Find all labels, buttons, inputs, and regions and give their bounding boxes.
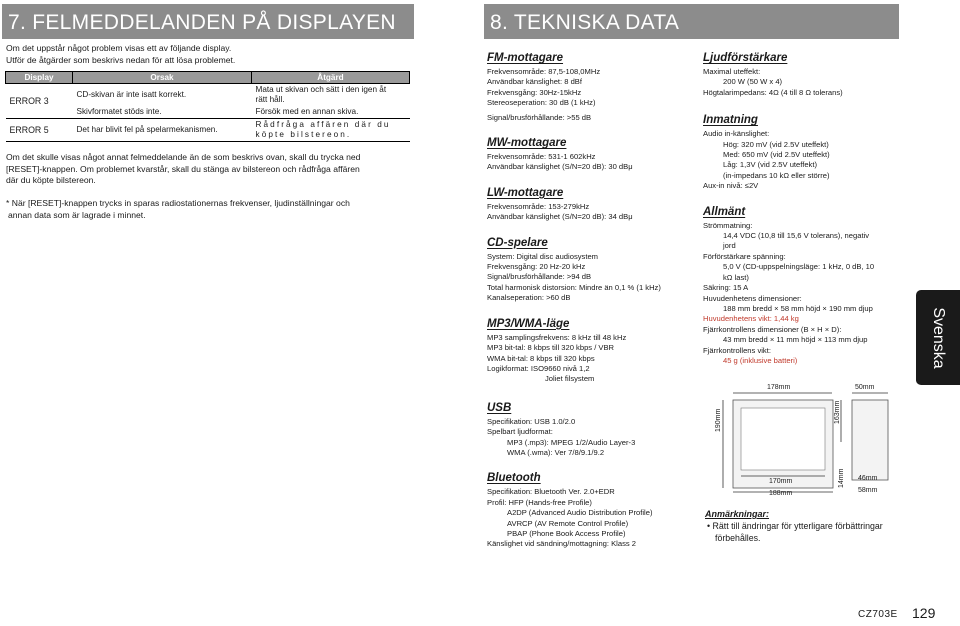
spec-line: WMA (.wma): Ver 7/8/9.1/9.2 xyxy=(507,447,605,457)
col-header-action: Åtgärd xyxy=(252,72,410,84)
spec-line: Användbar känslighet: 8 dBf xyxy=(487,77,582,87)
note-line: * När [RESET]-knappen trycks in sparas radiostationernas frekvenser, ljudinställningar och xyxy=(6,198,350,208)
dim-label: 178mm xyxy=(767,384,791,391)
error-table xyxy=(5,71,410,142)
paragraph-line: Om det skulle visas något annat felmeddelande än de som beskrivs ovan, skall du trycka ned xyxy=(6,152,361,162)
spec-line: Frekvensgång: 20 Hz-20 kHz xyxy=(487,262,586,272)
spec-line: kΩ last) xyxy=(723,272,749,282)
spec-line: Med: 650 mV (vid 2.5V uteffekt) xyxy=(723,150,830,160)
spec-line: Fjärrkontrollens dimensioner (B × H × D): xyxy=(703,324,842,334)
dim-label: 170mm xyxy=(769,478,793,485)
spec-column-2 xyxy=(703,52,903,366)
reset-paragraph xyxy=(6,152,411,187)
spec-line: 5,0 V (CD-uppspelningsläge: 1 kHz, 0 dB, 10 xyxy=(723,262,875,272)
remarks xyxy=(705,509,895,544)
section-heading: MW-mottagare xyxy=(487,137,567,150)
error-action: Mata ut skivan och sätt i den igen åt rätt håll. xyxy=(255,85,387,104)
intro-line: Utför de åtgärder som beskrivs nedan för att lösa problemet. xyxy=(6,54,236,65)
spec-line: 43 mm bredd × 11 mm höjd × 113 mm djup xyxy=(723,335,868,345)
section-heading: USB xyxy=(487,401,512,414)
spec-line: MP3 (.mp3): MPEG 1/2/Audio Layer-3 xyxy=(507,437,636,447)
dim-label: 190mm xyxy=(715,408,722,432)
spec-line: Aux-in nivå: ≤2V xyxy=(703,181,759,191)
note-line: annan data som är lagrade i minnet. xyxy=(8,209,146,220)
spec-line: Känslighet vid sändning/mottagning: Klass 2 xyxy=(487,539,637,549)
spec-line: Huvudenhetens dimensioner: xyxy=(703,293,802,303)
spec-line: Förförstärkare spänning: xyxy=(703,251,786,261)
remarks-item: • Rätt till ändringar för ytterligare förbättringar förbehålles. xyxy=(707,521,883,543)
spec-line: 200 W (50 W x 4) xyxy=(723,77,783,87)
dim-label: 50mm xyxy=(855,384,875,391)
col-header-cause: Orsak xyxy=(73,72,252,84)
spec-line: Frekvensområde: 87,5-108,0MHz xyxy=(487,67,601,76)
section-heading: Allmänt xyxy=(703,205,746,218)
section-heading: Inmatning xyxy=(703,114,758,127)
spec-line: Spelbart ljudformat: xyxy=(487,427,553,437)
spec-line: Frekvensområde: 153-279kHz xyxy=(487,201,590,211)
dim-label: 58mm xyxy=(858,487,878,494)
intro-line: Om det uppstår något problem visas ett av följande display. xyxy=(6,43,232,53)
spec-line: Kanalseperation: >60 dB xyxy=(487,293,571,303)
table-row xyxy=(6,119,410,142)
section-heading: Bluetooth xyxy=(487,472,541,485)
spec-line: MP3 samplingsfrekvens: 8 kHz till 48 kHz xyxy=(487,332,627,342)
dimension-lines xyxy=(705,380,900,500)
reset-note xyxy=(6,198,411,221)
spec-line: Användbar känslighet (S/N=20 dB): 30 dBμ xyxy=(487,162,633,172)
spec-line: Joliet filsystem xyxy=(545,374,595,384)
spec-line: Total harmonisk distorsion: Mindre än 0,1 % (1 kHz) xyxy=(487,282,661,292)
dim-label: 14mm xyxy=(838,468,845,488)
spec-line: Huvudenhetens vikt: 1,44 kg xyxy=(703,314,799,324)
page-title-right: 8. TEKNISKA DATA xyxy=(484,4,899,39)
page-title-left: 7. FELMEDDELANDEN PÅ DISPLAYEN xyxy=(2,4,414,39)
spec-line: Låg: 1,3V (vid 2.5V uteffekt) xyxy=(723,160,817,170)
model-label: CZ703E xyxy=(858,609,898,620)
spec-line: Säkring: 15 A xyxy=(703,283,749,293)
page-number: 129 xyxy=(912,605,936,621)
error-action: Rådfråga affären där du köpte bilstereon. xyxy=(252,119,410,142)
spec-line: Fjärrkontrollens vikt: xyxy=(703,345,771,355)
remarks-heading: Anmärkningar: xyxy=(705,509,770,519)
spec-line: Maximal uteffekt: xyxy=(703,67,761,76)
intro-text xyxy=(6,43,235,66)
spec-line: 14,4 VDC (10,8 till 15,6 V tolerans), negativ xyxy=(723,231,870,241)
spec-line: Signal/brusförhållande: >55 dB xyxy=(487,112,592,122)
paragraph-line: [RESET]-knappen. Om problemet kvarstår, skall du stänga av bilstereon och rådfråga affären xyxy=(6,163,360,174)
spec-line: System: Digital disc audiosystem xyxy=(487,251,598,261)
spec-line: Stereoseperation: 30 dB (1 kHz) xyxy=(487,98,596,108)
error-cause: Det har blivit fel på spelarmekanismen. xyxy=(73,119,252,142)
spec-column-1 xyxy=(487,52,697,550)
spec-line: Logikformat: ISO9660 nivå 1,2 xyxy=(487,363,590,373)
spec-line: Profil: HFP (Hands-free Profile) xyxy=(487,497,592,507)
section-heading: MP3/WMA-läge xyxy=(487,317,570,330)
section-heading: FM-mottagare xyxy=(487,52,564,64)
spec-line: Audio in-känslighet: xyxy=(703,129,770,139)
spec-line: 45 g (inklusive batteri) xyxy=(723,355,798,365)
spec-line: Strömmatning: xyxy=(703,220,753,230)
section-heading: LW-mottagare xyxy=(487,186,564,199)
spec-line: MP3 bit-tal: 8 kbps till 320 kbps / VBR xyxy=(487,343,615,353)
paragraph-line: där du köpte bilstereon. xyxy=(6,175,96,186)
spec-line: AVRCP (AV Remote Control Profile) xyxy=(507,518,629,528)
spec-line: (in-impedans 10 kΩ eller större) xyxy=(723,170,830,180)
spec-line: Frekvensgång: 30Hz-15kHz xyxy=(487,87,582,97)
dim-label: 163mm xyxy=(834,400,841,424)
spec-list xyxy=(487,67,697,123)
error-code: ERROR 5 xyxy=(6,119,73,142)
spec-line: Frekvensområde: 531-1 602kHz xyxy=(487,152,596,162)
dim-label: 46mm xyxy=(858,475,878,482)
error-cause: CD-skivan är inte isatt korrekt. xyxy=(76,90,187,99)
spec-line: jord xyxy=(723,241,736,251)
spec-line: Specifikation: Bluetooth Ver. 2.0+EDR xyxy=(487,487,615,497)
language-tab-label: Svenska xyxy=(930,306,947,369)
spec-line: Signal/brusförhållande: >94 dB xyxy=(487,272,592,282)
section-heading: Ljudförstärkare xyxy=(703,52,788,64)
spec-line: PBAP (Phone Book Access Profile) xyxy=(507,528,626,538)
spec-line: WMA bit-tal: 8 kbps till 320 kbps xyxy=(487,353,595,363)
spec-line: Användbar känslighet (S/N=20 dB): 34 dBμ xyxy=(487,212,633,222)
spec-line: Specifikation: USB 1.0/2.0 xyxy=(487,416,576,426)
spec-line: Hög: 320 mV (vid 2.5V uteffekt) xyxy=(723,139,829,149)
dim-label: 188mm xyxy=(769,490,793,497)
table-row xyxy=(6,84,410,107)
col-header-display: Display xyxy=(6,72,73,84)
error-code: ERROR 3 xyxy=(6,84,73,119)
dimension-diagram xyxy=(705,380,900,500)
section-heading: CD-spelare xyxy=(487,236,548,249)
remarks-text: Rätt till ändringar för ytterligare förbättringar förbehålles. xyxy=(712,521,883,543)
error-cause: Skivformatet stöds inte. xyxy=(73,106,252,119)
spec-line: Högtalarimpedans: 4Ω (4 till 8 Ω tolerans) xyxy=(703,87,843,97)
spec-line: A2DP (Advanced Audio Distribution Profile) xyxy=(507,508,653,518)
error-action: Försök med en annan skiva. xyxy=(252,106,410,119)
language-tab xyxy=(916,290,960,385)
spec-line: 188 mm bredd × 58 mm höjd × 190 mm djup xyxy=(723,303,873,313)
